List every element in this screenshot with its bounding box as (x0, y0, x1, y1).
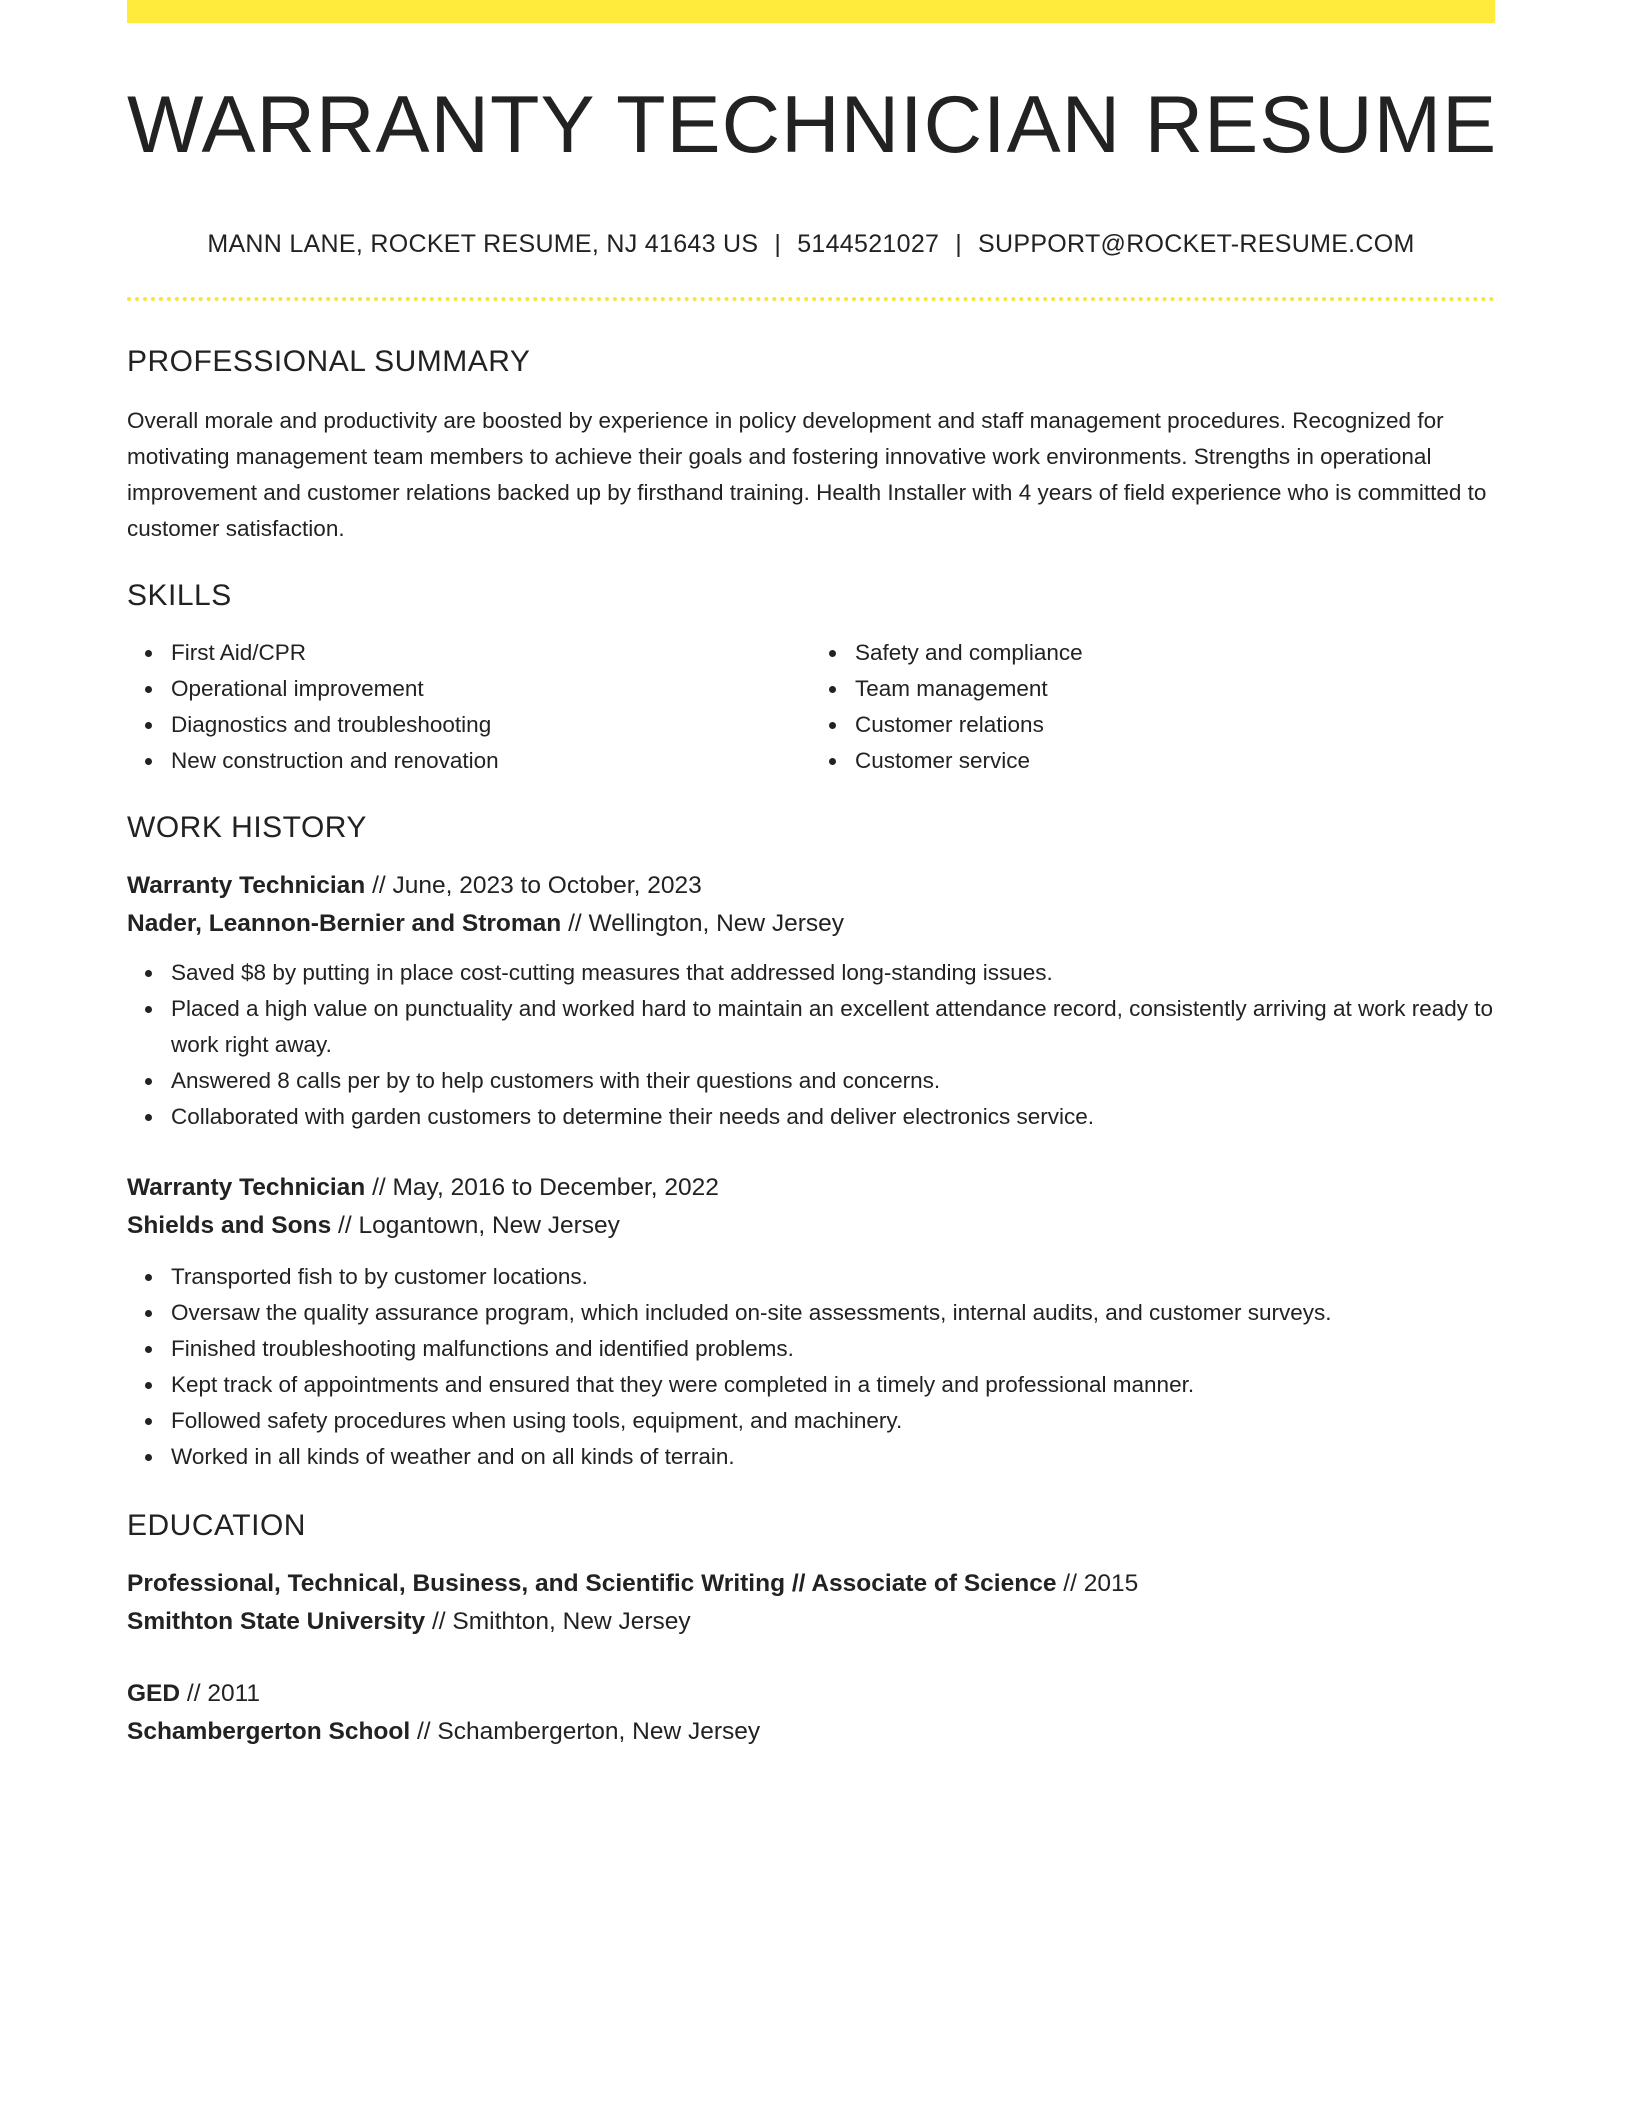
skill-item: Customer service (855, 743, 1495, 779)
education-degree: GED (127, 1680, 181, 1708)
job-title-line (127, 1169, 1495, 1207)
skills-list (127, 635, 1495, 779)
education-location: // Smithton, New Jersey (431, 1608, 691, 1636)
job-location: // Wellington, New Jersey (568, 910, 845, 938)
education-location: // Schambergerton, New Jersey (416, 1718, 761, 1746)
job-company: Nader, Leannon-Bernier and Stroman (127, 910, 562, 938)
accent-bar (127, 0, 1495, 23)
job-title: Warranty Technician (127, 1174, 366, 1202)
education-degree-line (127, 1675, 1495, 1713)
resume-page (127, 0, 1498, 1751)
skill-item: Team management (855, 671, 1495, 707)
contact-separator: | (774, 230, 782, 259)
job-company-line (127, 905, 1495, 943)
education-year: // 2015 (1063, 1570, 1139, 1598)
education-school: Schambergerton School (127, 1718, 411, 1746)
resume-title: WARRANTY TECHNICIAN RESUME (127, 80, 1498, 170)
contact-separator: | (955, 230, 963, 259)
job-bullet: Placed a high value on punctuality and worked hard to maintain an excellent attendance record, consistently arriving at work ready to work right away. (171, 991, 1495, 1063)
job-title-line (127, 867, 1495, 905)
education-heading: EDUCATION (127, 1509, 306, 1543)
skills-column-right (811, 635, 1495, 779)
education-school-line (127, 1713, 1495, 1751)
skill-item: New construction and renovation (171, 743, 811, 779)
education-school: Smithton State University (127, 1608, 426, 1636)
education-entry (127, 1675, 1495, 1751)
job-bullet: Oversaw the quality assurance program, which included on-site assessments, internal audits, and customer surveys. (171, 1295, 1495, 1331)
skill-item: Customer relations (855, 707, 1495, 743)
skill-item: First Aid/CPR (171, 635, 811, 671)
job-entry (127, 867, 1495, 1135)
job-bullet: Worked in all kinds of weather and on all kinds of terrain. (171, 1439, 1495, 1475)
job-bullet: Finished troubleshooting malfunctions and identified problems. (171, 1331, 1495, 1367)
job-dates: // June, 2023 to October, 2023 (372, 872, 702, 900)
job-dates: // May, 2016 to December, 2022 (372, 1174, 719, 1202)
skill-item: Operational improvement (171, 671, 811, 707)
education-entry (127, 1565, 1495, 1641)
education-school-line (127, 1603, 1495, 1641)
summary-heading: PROFESSIONAL SUMMARY (127, 345, 531, 379)
skill-item: Safety and compliance (855, 635, 1495, 671)
job-bullet: Followed safety procedures when using tools, equipment, and machinery. (171, 1403, 1495, 1439)
work-history-heading: WORK HISTORY (127, 811, 367, 845)
job-bullet: Kept track of appointments and ensured that they were completed in a timely and professional manner. (171, 1367, 1495, 1403)
contact-email: SUPPORT@ROCKET-RESUME.COM (978, 230, 1415, 259)
job-bullets (127, 955, 1495, 1135)
skills-heading: SKILLS (127, 579, 232, 613)
job-company: Shields and Sons (127, 1212, 332, 1240)
job-company-line (127, 1207, 1495, 1245)
job-bullet: Saved $8 by putting in place cost-cutting measures that addressed long-standing issues. (171, 955, 1495, 991)
job-bullet: Transported fish to by customer locations. (171, 1259, 1495, 1295)
contact-phone: 5144521027 (797, 230, 940, 259)
job-location: // Logantown, New Jersey (338, 1212, 620, 1240)
job-bullets (127, 1259, 1495, 1475)
job-title: Warranty Technician (127, 872, 366, 900)
contact-address: MANN LANE, ROCKET RESUME, NJ 41643 US (207, 230, 759, 259)
education-degree: Professional, Technical, Business, and Scientific Writing // Associate of Science (127, 1570, 1057, 1598)
job-bullet: Collaborated with garden customers to determine their needs and deliver electronics service. (171, 1099, 1495, 1135)
dotted-divider (127, 297, 1495, 301)
summary-text: Overall morale and productivity are boosted by experience in policy development and staff management procedures. Recognized for motivating management team members to achieve their goals and fostering innovative work environments. Strengths in operational improvement and customer relations backed up by firsthand training. Health Installer with 4 years of field experience who is committed to customer satisfaction. (127, 408, 1487, 542)
skill-item: Diagnostics and troubleshooting (171, 707, 811, 743)
contact-info (127, 230, 1495, 259)
job-bullet: Answered 8 calls per by to help customers with their questions and concerns. (171, 1063, 1495, 1099)
skills-column-left (127, 635, 811, 779)
education-degree-line (127, 1565, 1495, 1603)
education-year: // 2011 (186, 1680, 261, 1708)
job-entry (127, 1169, 1495, 1475)
